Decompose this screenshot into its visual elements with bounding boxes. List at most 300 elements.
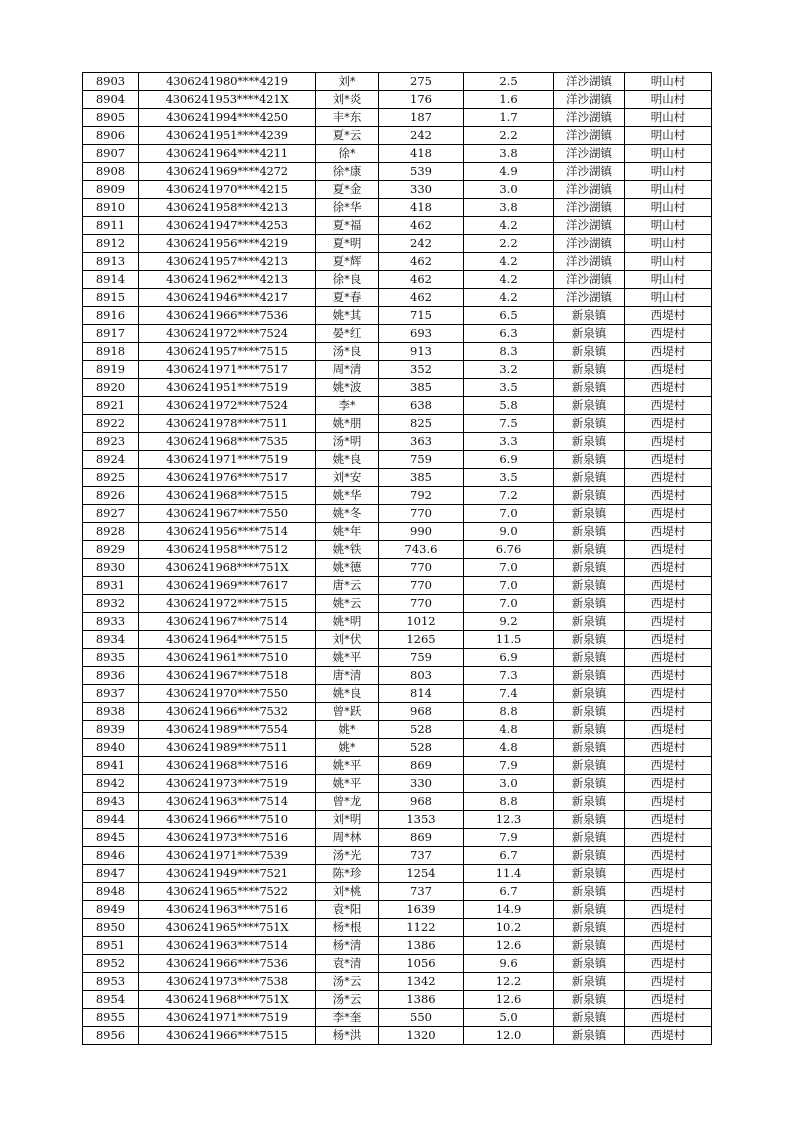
- cell-town: 新泉镇: [554, 919, 625, 937]
- cell-id-number: 4306241963****7516: [139, 901, 316, 919]
- cell-name: 丰*东: [316, 109, 379, 127]
- cell-name: 晏*红: [316, 325, 379, 343]
- cell-amount: 1254: [379, 865, 464, 883]
- cell-row-number: 8943: [83, 793, 139, 811]
- cell-row-number: 8951: [83, 937, 139, 955]
- table-row: [83, 433, 712, 451]
- cell-amount: 737: [379, 847, 464, 865]
- table-row: [83, 91, 712, 109]
- cell-row-number: 8912: [83, 235, 139, 253]
- cell-village: 西堤村: [625, 793, 712, 811]
- cell-id-number: 4306241967****7514: [139, 613, 316, 631]
- cell-id-number: 4306241966****7515: [139, 1027, 316, 1045]
- cell-area: 7.5: [464, 415, 554, 433]
- cell-amount: 462: [379, 217, 464, 235]
- cell-town: 洋沙湖镇: [554, 145, 625, 163]
- cell-id-number: 4306241971****7539: [139, 847, 316, 865]
- cell-area: 6.7: [464, 847, 554, 865]
- cell-village: 西堤村: [625, 775, 712, 793]
- cell-area: 10.2: [464, 919, 554, 937]
- cell-name: 徐*: [316, 145, 379, 163]
- cell-amount: 638: [379, 397, 464, 415]
- cell-amount: 528: [379, 721, 464, 739]
- cell-id-number: 4306241969****7617: [139, 577, 316, 595]
- cell-village: 西堤村: [625, 757, 712, 775]
- cell-amount: 913: [379, 343, 464, 361]
- cell-amount: 693: [379, 325, 464, 343]
- cell-village: 西堤村: [625, 559, 712, 577]
- cell-row-number: 8948: [83, 883, 139, 901]
- cell-village: 西堤村: [625, 739, 712, 757]
- table-row: [83, 379, 712, 397]
- cell-amount: 1386: [379, 937, 464, 955]
- cell-amount: 528: [379, 739, 464, 757]
- cell-amount: 1320: [379, 1027, 464, 1045]
- cell-amount: 1012: [379, 613, 464, 631]
- cell-row-number: 8927: [83, 505, 139, 523]
- table-row: [83, 757, 712, 775]
- table-row: [83, 865, 712, 883]
- table-row: [83, 811, 712, 829]
- cell-row-number: 8906: [83, 127, 139, 145]
- cell-row-number: 8935: [83, 649, 139, 667]
- cell-amount: 814: [379, 685, 464, 703]
- cell-area: 12.3: [464, 811, 554, 829]
- cell-row-number: 8934: [83, 631, 139, 649]
- table-row: [83, 649, 712, 667]
- cell-village: 明山村: [625, 199, 712, 217]
- cell-row-number: 8947: [83, 865, 139, 883]
- cell-name: 徐*良: [316, 271, 379, 289]
- table-row: [83, 271, 712, 289]
- cell-id-number: 4306241994****4250: [139, 109, 316, 127]
- cell-town: 新泉镇: [554, 775, 625, 793]
- cell-town: 新泉镇: [554, 307, 625, 325]
- cell-id-number: 4306241971****7519: [139, 1009, 316, 1027]
- cell-row-number: 8950: [83, 919, 139, 937]
- cell-town: 新泉镇: [554, 721, 625, 739]
- cell-id-number: 4306241966****7532: [139, 703, 316, 721]
- cell-amount: 187: [379, 109, 464, 127]
- table-row: [83, 847, 712, 865]
- cell-id-number: 4306241965****751X: [139, 919, 316, 937]
- cell-town: 新泉镇: [554, 739, 625, 757]
- cell-area: 9.6: [464, 955, 554, 973]
- cell-area: 3.5: [464, 469, 554, 487]
- table-row: [83, 955, 712, 973]
- cell-village: 西堤村: [625, 595, 712, 613]
- cell-amount: 770: [379, 577, 464, 595]
- cell-amount: 462: [379, 289, 464, 307]
- cell-town: 新泉镇: [554, 757, 625, 775]
- cell-amount: 770: [379, 595, 464, 613]
- cell-id-number: 4306241970****4215: [139, 181, 316, 199]
- cell-name: 汤*明: [316, 433, 379, 451]
- cell-village: 西堤村: [625, 721, 712, 739]
- cell-name: 曾*龙: [316, 793, 379, 811]
- cell-name: 杨*洪: [316, 1027, 379, 1045]
- cell-village: 明山村: [625, 91, 712, 109]
- table-row: [83, 505, 712, 523]
- cell-town: 新泉镇: [554, 613, 625, 631]
- table-row: [83, 181, 712, 199]
- cell-village: 明山村: [625, 289, 712, 307]
- cell-name: 杨*根: [316, 919, 379, 937]
- cell-village: 明山村: [625, 127, 712, 145]
- table-row: [83, 343, 712, 361]
- cell-row-number: 8922: [83, 415, 139, 433]
- cell-village: 西堤村: [625, 487, 712, 505]
- cell-area: 6.9: [464, 451, 554, 469]
- table-row: [83, 775, 712, 793]
- cell-amount: 363: [379, 433, 464, 451]
- cell-area: 6.76: [464, 541, 554, 559]
- cell-town: 洋沙湖镇: [554, 289, 625, 307]
- table-row: [83, 613, 712, 631]
- cell-village: 西堤村: [625, 307, 712, 325]
- cell-village: 西堤村: [625, 613, 712, 631]
- cell-id-number: 4306241956****7514: [139, 523, 316, 541]
- table-row: [83, 883, 712, 901]
- cell-village: 西堤村: [625, 541, 712, 559]
- cell-village: 西堤村: [625, 451, 712, 469]
- cell-town: 新泉镇: [554, 523, 625, 541]
- cell-row-number: 8904: [83, 91, 139, 109]
- cell-area: 12.6: [464, 937, 554, 955]
- cell-town: 新泉镇: [554, 1027, 625, 1045]
- cell-town: 新泉镇: [554, 397, 625, 415]
- cell-row-number: 8921: [83, 397, 139, 415]
- cell-town: 洋沙湖镇: [554, 181, 625, 199]
- cell-id-number: 4306241968****751X: [139, 559, 316, 577]
- cell-row-number: 8952: [83, 955, 139, 973]
- cell-village: 西堤村: [625, 829, 712, 847]
- cell-row-number: 8916: [83, 307, 139, 325]
- cell-id-number: 4306241972****7524: [139, 325, 316, 343]
- cell-name: 刘*明: [316, 811, 379, 829]
- cell-amount: 275: [379, 73, 464, 91]
- cell-town: 新泉镇: [554, 361, 625, 379]
- cell-town: 新泉镇: [554, 865, 625, 883]
- cell-name: 姚*朋: [316, 415, 379, 433]
- table-row: [83, 487, 712, 505]
- cell-village: 西堤村: [625, 811, 712, 829]
- cell-name: 刘*炎: [316, 91, 379, 109]
- cell-amount: 990: [379, 523, 464, 541]
- cell-name: 刘*: [316, 73, 379, 91]
- cell-town: 新泉镇: [554, 595, 625, 613]
- cell-amount: 759: [379, 451, 464, 469]
- cell-row-number: 8945: [83, 829, 139, 847]
- cell-name: 周*清: [316, 361, 379, 379]
- cell-town: 新泉镇: [554, 505, 625, 523]
- cell-town: 新泉镇: [554, 541, 625, 559]
- cell-row-number: 8911: [83, 217, 139, 235]
- table-row: [83, 973, 712, 991]
- cell-row-number: 8920: [83, 379, 139, 397]
- cell-name: 汤*云: [316, 973, 379, 991]
- cell-area: 2.2: [464, 127, 554, 145]
- cell-town: 洋沙湖镇: [554, 217, 625, 235]
- table-row: [83, 991, 712, 1009]
- cell-row-number: 8936: [83, 667, 139, 685]
- cell-amount: 539: [379, 163, 464, 181]
- cell-name: 李*: [316, 397, 379, 415]
- cell-row-number: 8923: [83, 433, 139, 451]
- cell-id-number: 4306241976****7517: [139, 469, 316, 487]
- cell-id-number: 4306241965****7522: [139, 883, 316, 901]
- cell-village: 明山村: [625, 217, 712, 235]
- cell-id-number: 4306241968****7515: [139, 487, 316, 505]
- cell-row-number: 8954: [83, 991, 139, 1009]
- cell-amount: 1056: [379, 955, 464, 973]
- cell-id-number: 4306241973****7516: [139, 829, 316, 847]
- cell-name: 姚*: [316, 739, 379, 757]
- cell-name: 夏*金: [316, 181, 379, 199]
- cell-name: 汤*光: [316, 847, 379, 865]
- cell-area: 7.4: [464, 685, 554, 703]
- cell-name: 姚*其: [316, 307, 379, 325]
- cell-village: 西堤村: [625, 919, 712, 937]
- table-row: [83, 937, 712, 955]
- cell-town: 新泉镇: [554, 829, 625, 847]
- cell-id-number: 4306241957****7515: [139, 343, 316, 361]
- cell-id-number: 4306241957****4213: [139, 253, 316, 271]
- cell-amount: 803: [379, 667, 464, 685]
- cell-name: 姚*: [316, 721, 379, 739]
- cell-town: 新泉镇: [554, 847, 625, 865]
- cell-id-number: 4306241951****7519: [139, 379, 316, 397]
- cell-name: 姚*明: [316, 613, 379, 631]
- cell-village: 西堤村: [625, 577, 712, 595]
- cell-area: 6.3: [464, 325, 554, 343]
- table-row: [83, 541, 712, 559]
- cell-town: 新泉镇: [554, 343, 625, 361]
- cell-area: 8.3: [464, 343, 554, 361]
- cell-area: 5.8: [464, 397, 554, 415]
- cell-village: 明山村: [625, 109, 712, 127]
- table-row: [83, 703, 712, 721]
- cell-village: 西堤村: [625, 847, 712, 865]
- cell-name: 夏*辉: [316, 253, 379, 271]
- cell-amount: 385: [379, 469, 464, 487]
- table-row: [83, 721, 712, 739]
- cell-amount: 1639: [379, 901, 464, 919]
- cell-village: 西堤村: [625, 523, 712, 541]
- cell-area: 7.0: [464, 505, 554, 523]
- cell-town: 洋沙湖镇: [554, 73, 625, 91]
- cell-area: 3.8: [464, 199, 554, 217]
- cell-row-number: 8953: [83, 973, 139, 991]
- table-row: [83, 577, 712, 595]
- table-row: [83, 919, 712, 937]
- table-row: [83, 559, 712, 577]
- cell-village: 西堤村: [625, 415, 712, 433]
- table-row: [83, 289, 712, 307]
- cell-village: 西堤村: [625, 433, 712, 451]
- cell-town: 洋沙湖镇: [554, 91, 625, 109]
- cell-name: 夏*明: [316, 235, 379, 253]
- cell-area: 9.0: [464, 523, 554, 541]
- cell-village: 西堤村: [625, 343, 712, 361]
- table-row: [83, 667, 712, 685]
- cell-name: 姚*德: [316, 559, 379, 577]
- cell-town: 新泉镇: [554, 793, 625, 811]
- table-row: [83, 235, 712, 253]
- cell-id-number: 4306241964****7515: [139, 631, 316, 649]
- cell-area: 6.9: [464, 649, 554, 667]
- cell-row-number: 8956: [83, 1027, 139, 1045]
- cell-area: 7.9: [464, 757, 554, 775]
- cell-amount: 418: [379, 145, 464, 163]
- cell-name: 曾*跃: [316, 703, 379, 721]
- cell-town: 新泉镇: [554, 685, 625, 703]
- cell-area: 3.2: [464, 361, 554, 379]
- cell-town: 新泉镇: [554, 883, 625, 901]
- cell-amount: 737: [379, 883, 464, 901]
- cell-village: 明山村: [625, 181, 712, 199]
- cell-area: 4.2: [464, 271, 554, 289]
- table-row: [83, 631, 712, 649]
- cell-village: 西堤村: [625, 937, 712, 955]
- cell-village: 西堤村: [625, 1009, 712, 1027]
- cell-id-number: 4306241958****7512: [139, 541, 316, 559]
- cell-amount: 1122: [379, 919, 464, 937]
- cell-area: 12.2: [464, 973, 554, 991]
- table-row: [83, 361, 712, 379]
- cell-amount: 242: [379, 127, 464, 145]
- cell-id-number: 4306241968****7535: [139, 433, 316, 451]
- cell-town: 新泉镇: [554, 469, 625, 487]
- cell-row-number: 8905: [83, 109, 139, 127]
- cell-row-number: 8938: [83, 703, 139, 721]
- cell-id-number: 4306241951****4239: [139, 127, 316, 145]
- cell-area: 4.9: [464, 163, 554, 181]
- cell-village: 明山村: [625, 253, 712, 271]
- cell-row-number: 8939: [83, 721, 139, 739]
- cell-village: 明山村: [625, 271, 712, 289]
- table-row: [83, 1009, 712, 1027]
- cell-amount: 550: [379, 1009, 464, 1027]
- cell-name: 徐*华: [316, 199, 379, 217]
- cell-id-number: 4306241967****7550: [139, 505, 316, 523]
- cell-row-number: 8909: [83, 181, 139, 199]
- cell-town: 新泉镇: [554, 937, 625, 955]
- cell-town: 新泉镇: [554, 379, 625, 397]
- cell-name: 汤*云: [316, 991, 379, 1009]
- cell-name: 唐*清: [316, 667, 379, 685]
- cell-area: 3.0: [464, 181, 554, 199]
- cell-area: 1.6: [464, 91, 554, 109]
- cell-village: 西堤村: [625, 469, 712, 487]
- cell-town: 新泉镇: [554, 901, 625, 919]
- cell-town: 洋沙湖镇: [554, 199, 625, 217]
- cell-village: 西堤村: [625, 991, 712, 1009]
- table-row: [83, 73, 712, 91]
- cell-amount: 743.6: [379, 541, 464, 559]
- cell-name: 袁*清: [316, 955, 379, 973]
- cell-area: 14.9: [464, 901, 554, 919]
- cell-town: 新泉镇: [554, 667, 625, 685]
- table-row: [83, 163, 712, 181]
- cell-village: 西堤村: [625, 505, 712, 523]
- cell-area: 3.0: [464, 775, 554, 793]
- cell-row-number: 8930: [83, 559, 139, 577]
- cell-row-number: 8933: [83, 613, 139, 631]
- cell-town: 新泉镇: [554, 487, 625, 505]
- cell-row-number: 8941: [83, 757, 139, 775]
- cell-village: 西堤村: [625, 901, 712, 919]
- cell-name: 姚*冬: [316, 505, 379, 523]
- table-body: [83, 73, 712, 1045]
- cell-amount: 770: [379, 559, 464, 577]
- cell-id-number: 4306241966****7536: [139, 307, 316, 325]
- cell-id-number: 4306241973****7538: [139, 973, 316, 991]
- table-row: [83, 523, 712, 541]
- cell-town: 新泉镇: [554, 973, 625, 991]
- cell-id-number: 4306241971****7517: [139, 361, 316, 379]
- cell-name: 姚*铁: [316, 541, 379, 559]
- cell-row-number: 8931: [83, 577, 139, 595]
- cell-name: 夏*春: [316, 289, 379, 307]
- table-row: [83, 217, 712, 235]
- table-row: [83, 397, 712, 415]
- cell-id-number: 4306241966****7536: [139, 955, 316, 973]
- cell-area: 8.8: [464, 703, 554, 721]
- cell-amount: 385: [379, 379, 464, 397]
- cell-id-number: 4306241972****7524: [139, 397, 316, 415]
- cell-amount: 759: [379, 649, 464, 667]
- table-row: [83, 307, 712, 325]
- cell-amount: 352: [379, 361, 464, 379]
- cell-village: 西堤村: [625, 361, 712, 379]
- cell-row-number: 8914: [83, 271, 139, 289]
- cell-village: 西堤村: [625, 325, 712, 343]
- cell-area: 7.0: [464, 595, 554, 613]
- table-row: [83, 325, 712, 343]
- cell-row-number: 8949: [83, 901, 139, 919]
- cell-area: 7.2: [464, 487, 554, 505]
- table-row: [83, 685, 712, 703]
- cell-row-number: 8915: [83, 289, 139, 307]
- cell-amount: 330: [379, 775, 464, 793]
- cell-id-number: 4306241969****4272: [139, 163, 316, 181]
- cell-village: 西堤村: [625, 955, 712, 973]
- cell-name: 刘*桃: [316, 883, 379, 901]
- cell-id-number: 4306241961****7510: [139, 649, 316, 667]
- cell-name: 姚*波: [316, 379, 379, 397]
- cell-id-number: 4306241956****4219: [139, 235, 316, 253]
- cell-amount: 968: [379, 703, 464, 721]
- cell-name: 夏*福: [316, 217, 379, 235]
- cell-row-number: 8929: [83, 541, 139, 559]
- cell-id-number: 4306241958****4213: [139, 199, 316, 217]
- cell-name: 夏*云: [316, 127, 379, 145]
- cell-town: 新泉镇: [554, 325, 625, 343]
- cell-row-number: 8917: [83, 325, 139, 343]
- cell-row-number: 8937: [83, 685, 139, 703]
- cell-name: 陈*珍: [316, 865, 379, 883]
- cell-area: 3.3: [464, 433, 554, 451]
- cell-name: 姚*华: [316, 487, 379, 505]
- cell-town: 新泉镇: [554, 451, 625, 469]
- cell-row-number: 8910: [83, 199, 139, 217]
- cell-id-number: 4306241970****7550: [139, 685, 316, 703]
- cell-name: 姚*年: [316, 523, 379, 541]
- table-row: [83, 793, 712, 811]
- cell-amount: 1342: [379, 973, 464, 991]
- cell-name: 汤*良: [316, 343, 379, 361]
